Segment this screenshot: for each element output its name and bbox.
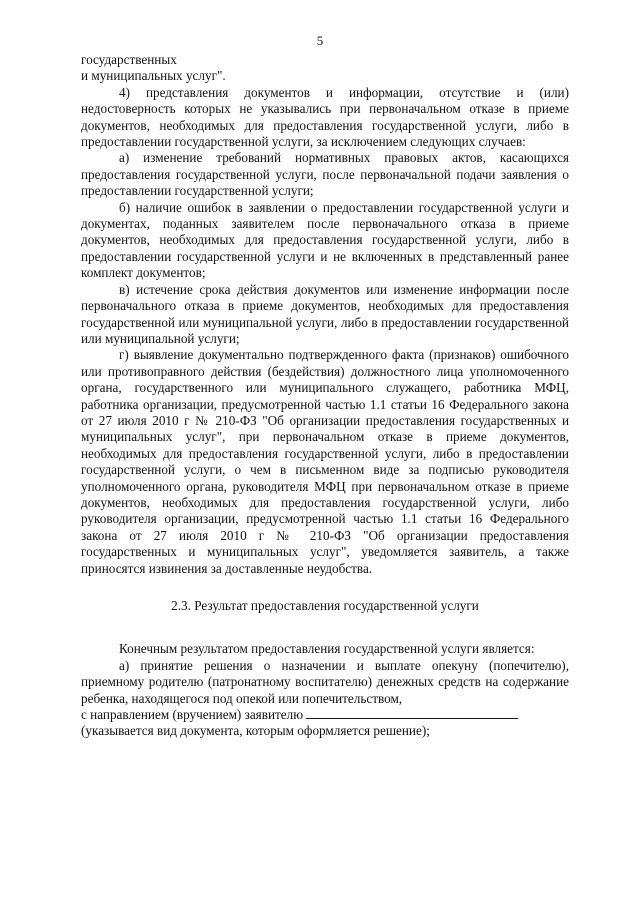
document-body (81, 52, 569, 740)
paragraph: государственных (81, 52, 177, 67)
paragraph: 4) представления документов и информации, отсутствие и (или) недостоверность которых не указывались при первоначальном отказе в приеме документов, необходимых для предоставления государственной услуги, либо в предоставлении государственной услуги, за исключением следующих случаев: (81, 84, 569, 150)
page-number: 5 (316, 33, 324, 48)
paragraph: и муниципальных услуг". (81, 68, 226, 84)
paragraph: в) истечение срока действия документов или изменение информации после первоначального отказа в приеме документов, необходимых для предоставления государственной или муниципальной услуги, либо в предоставлении государственной или муниципальной услуги; (81, 281, 569, 346)
paragraph: а) изменение требований нормативных правовых актов, касающихся предоставления государственной услуги, после первоначальной подачи заявления о предоставлении государственной услуги; (81, 150, 569, 199)
paragraph: Конечным результатом предоставления государственной услуги является: (119, 641, 535, 657)
direction-line: с направлением (вручением) заявителю (81, 707, 569, 723)
paragraphs-top (81, 52, 569, 577)
paragraphs-bottom (81, 641, 569, 707)
blank-line (306, 707, 518, 719)
section-heading: 2.3. Результат предоставления государственной услуги (171, 598, 479, 613)
paragraph: г) выявление документально подтвержденного факта (признаков) ошибочного или противоправного действия (бездействия) должностного лица уполномоченного органа, государственного или муниципального служащего, работника МФЦ, работника организации, предусмотренной частью 1.1 статьи 16 Федерального закона от 27 июля 2010 г № 210-ФЗ "Об организации предоставления государственных и муниципальных услуг", при первоначальном отказе в приеме документов, необходимых для предоставления государственной услуги, либо в предоставлении государственной услуги, о чем в письменном виде за подписью руководителя уполномоченного органа, руководителя МФЦ при первоначальном отказе в приеме документов, необходимых для предоставления государственной услуги, либо руководителя организации, предусмотренной частью 1.1 статьи 16 Федерального закона от 27 июля 2010 г № 210-ФЗ "Об организации предоставления государственных и муниципальных услуг", уведомляется заявитель, а также приносятся извинения за доставленные неудобства. (81, 347, 569, 576)
paragraph: а) принятие решения о назначении и выплате опекуну (попечителю), приемному родителю (патронатному воспитателю) денежных средств на содержание ребенка, находящегося под опекой или попечительством, (81, 657, 569, 706)
paragraph: б) наличие ошибок в заявлении о предоставлении государственной услуги и документах, поданных заявителем после первоначального отказа в приеме документов, необходимых для предоставления государственной услуги, либо в предоставлении государственной услуги и не включенных в представленный ранее комплект документов; (81, 199, 569, 281)
note-line: (указывается вид документа, которым оформляется решение); (81, 723, 430, 739)
